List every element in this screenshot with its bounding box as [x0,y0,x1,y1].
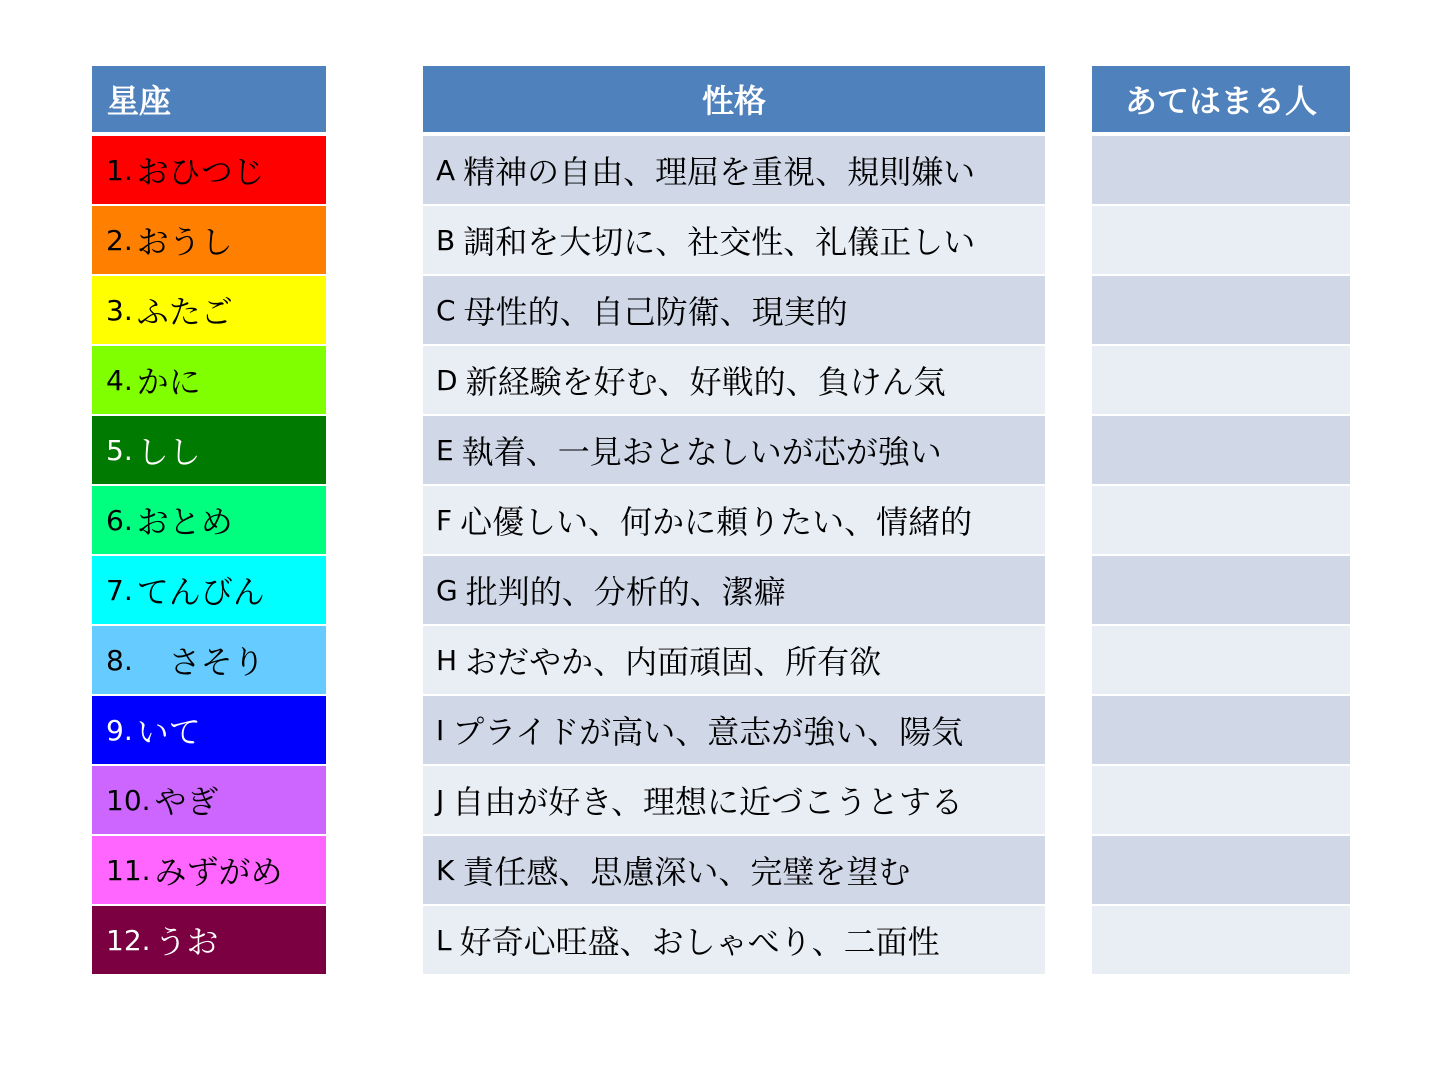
zodiac-item [92,836,326,904]
zodiac-name: おとめ [136,503,233,541]
zodiac-number: 4. [106,363,133,397]
trait-letter: K [436,853,455,887]
match-cell [1092,766,1350,834]
trait-list [423,136,1045,974]
match-cell [1092,416,1350,484]
trait-text: プライドが高い、意志が強い、陽気 [452,713,964,751]
match-cell [1092,696,1350,764]
trait-item [423,696,1045,764]
zodiac-item [92,346,326,414]
zodiac-number: 11. [106,853,151,887]
zodiac-column [92,66,326,974]
trait-text: おだやか、内面頑固、所有欲 [465,643,882,681]
trait-letter: J [436,783,445,817]
match-cell [1092,626,1350,694]
zodiac-name: しし [136,433,201,471]
match-column [1092,66,1350,974]
zodiac-name: かに [136,363,201,401]
trait-letter: F [436,503,453,537]
trait-text: 執着、一見おとなしいが芯が強い [461,433,942,471]
trait-letter: A [436,153,456,187]
trait-item [423,416,1045,484]
trait-text: 新経験を好む、好戦的、負けん気 [465,363,946,401]
match-cell [1092,486,1350,554]
zodiac-name: みずがめ [154,853,283,891]
zodiac-list [92,136,326,974]
zodiac-item [92,556,326,624]
zodiac-item [92,486,326,554]
trait-item [423,486,1045,554]
trait-header: 性格 [423,66,1045,132]
zodiac-item [92,276,326,344]
trait-letter: G [436,573,458,607]
zodiac-item [92,626,326,694]
zodiac-number: 7. [106,573,133,607]
zodiac-name: おひつじ [136,153,265,191]
zodiac-item [92,906,326,974]
trait-letter: C [436,293,456,327]
trait-item [423,836,1045,904]
zodiac-header: 星座 [92,66,326,132]
zodiac-number: 9. [106,713,133,747]
zodiac-item [92,696,326,764]
trait-text: 調和を大切に、社交性、礼儀正しい [463,223,976,261]
match-cell [1092,556,1350,624]
trait-column [423,66,1045,974]
zodiac-name: うお [154,923,219,961]
zodiac-number: 6. [106,503,133,537]
trait-item [423,346,1045,414]
match-cell [1092,346,1350,414]
zodiac-number: 8. [106,643,133,677]
trait-text: 自由が好き、理想に近づこうとする [452,783,963,821]
match-cell [1092,276,1350,344]
trait-item [423,136,1045,204]
zodiac-item [92,206,326,274]
trait-text: 批判的、分析的、潔癖 [465,573,786,611]
trait-text: 責任感、思慮深い、完璧を望む [462,853,911,891]
zodiac-number: 3. [106,293,133,327]
match-list [1092,136,1350,974]
match-cell [1092,906,1350,974]
trait-text: 母性的、自己防衛、現実的 [463,293,848,331]
trait-item [423,626,1045,694]
zodiac-name: さそり [136,643,265,681]
zodiac-number: 5. [106,433,133,467]
trait-item [423,906,1045,974]
zodiac-name: ふたご [136,293,233,331]
trait-letter: D [436,363,458,397]
match-cell [1092,206,1350,274]
zodiac-number: 2. [106,223,133,257]
zodiac-name: やぎ [154,783,219,821]
zodiac-number: 1. [106,153,133,187]
trait-letter: B [436,223,456,257]
trait-text: 心優しい、何かに頼りたい、情緒的 [460,503,973,541]
zodiac-name: てんびん [136,573,265,611]
zodiac-name: おうし [136,223,233,261]
trait-letter: I [436,713,445,747]
zodiac-item [92,766,326,834]
zodiac-item [92,136,326,204]
trait-text: 精神の自由、理屈を重視、規則嫌い [463,153,976,191]
trait-item [423,206,1045,274]
trait-item [423,556,1045,624]
trait-letter: L [436,923,452,957]
zodiac-name: いて [136,713,201,751]
match-header: あてはまる人 [1092,66,1350,132]
trait-item [423,276,1045,344]
zodiac-number: 12. [106,923,151,957]
trait-text: 好奇心旺盛、おしゃべり、二面性 [459,923,940,961]
zodiac-number: 10. [106,783,151,817]
trait-item [423,766,1045,834]
match-cell [1092,836,1350,904]
zodiac-item [92,416,326,484]
match-cell [1092,136,1350,204]
trait-letter: H [436,643,458,677]
trait-letter: E [436,433,454,467]
